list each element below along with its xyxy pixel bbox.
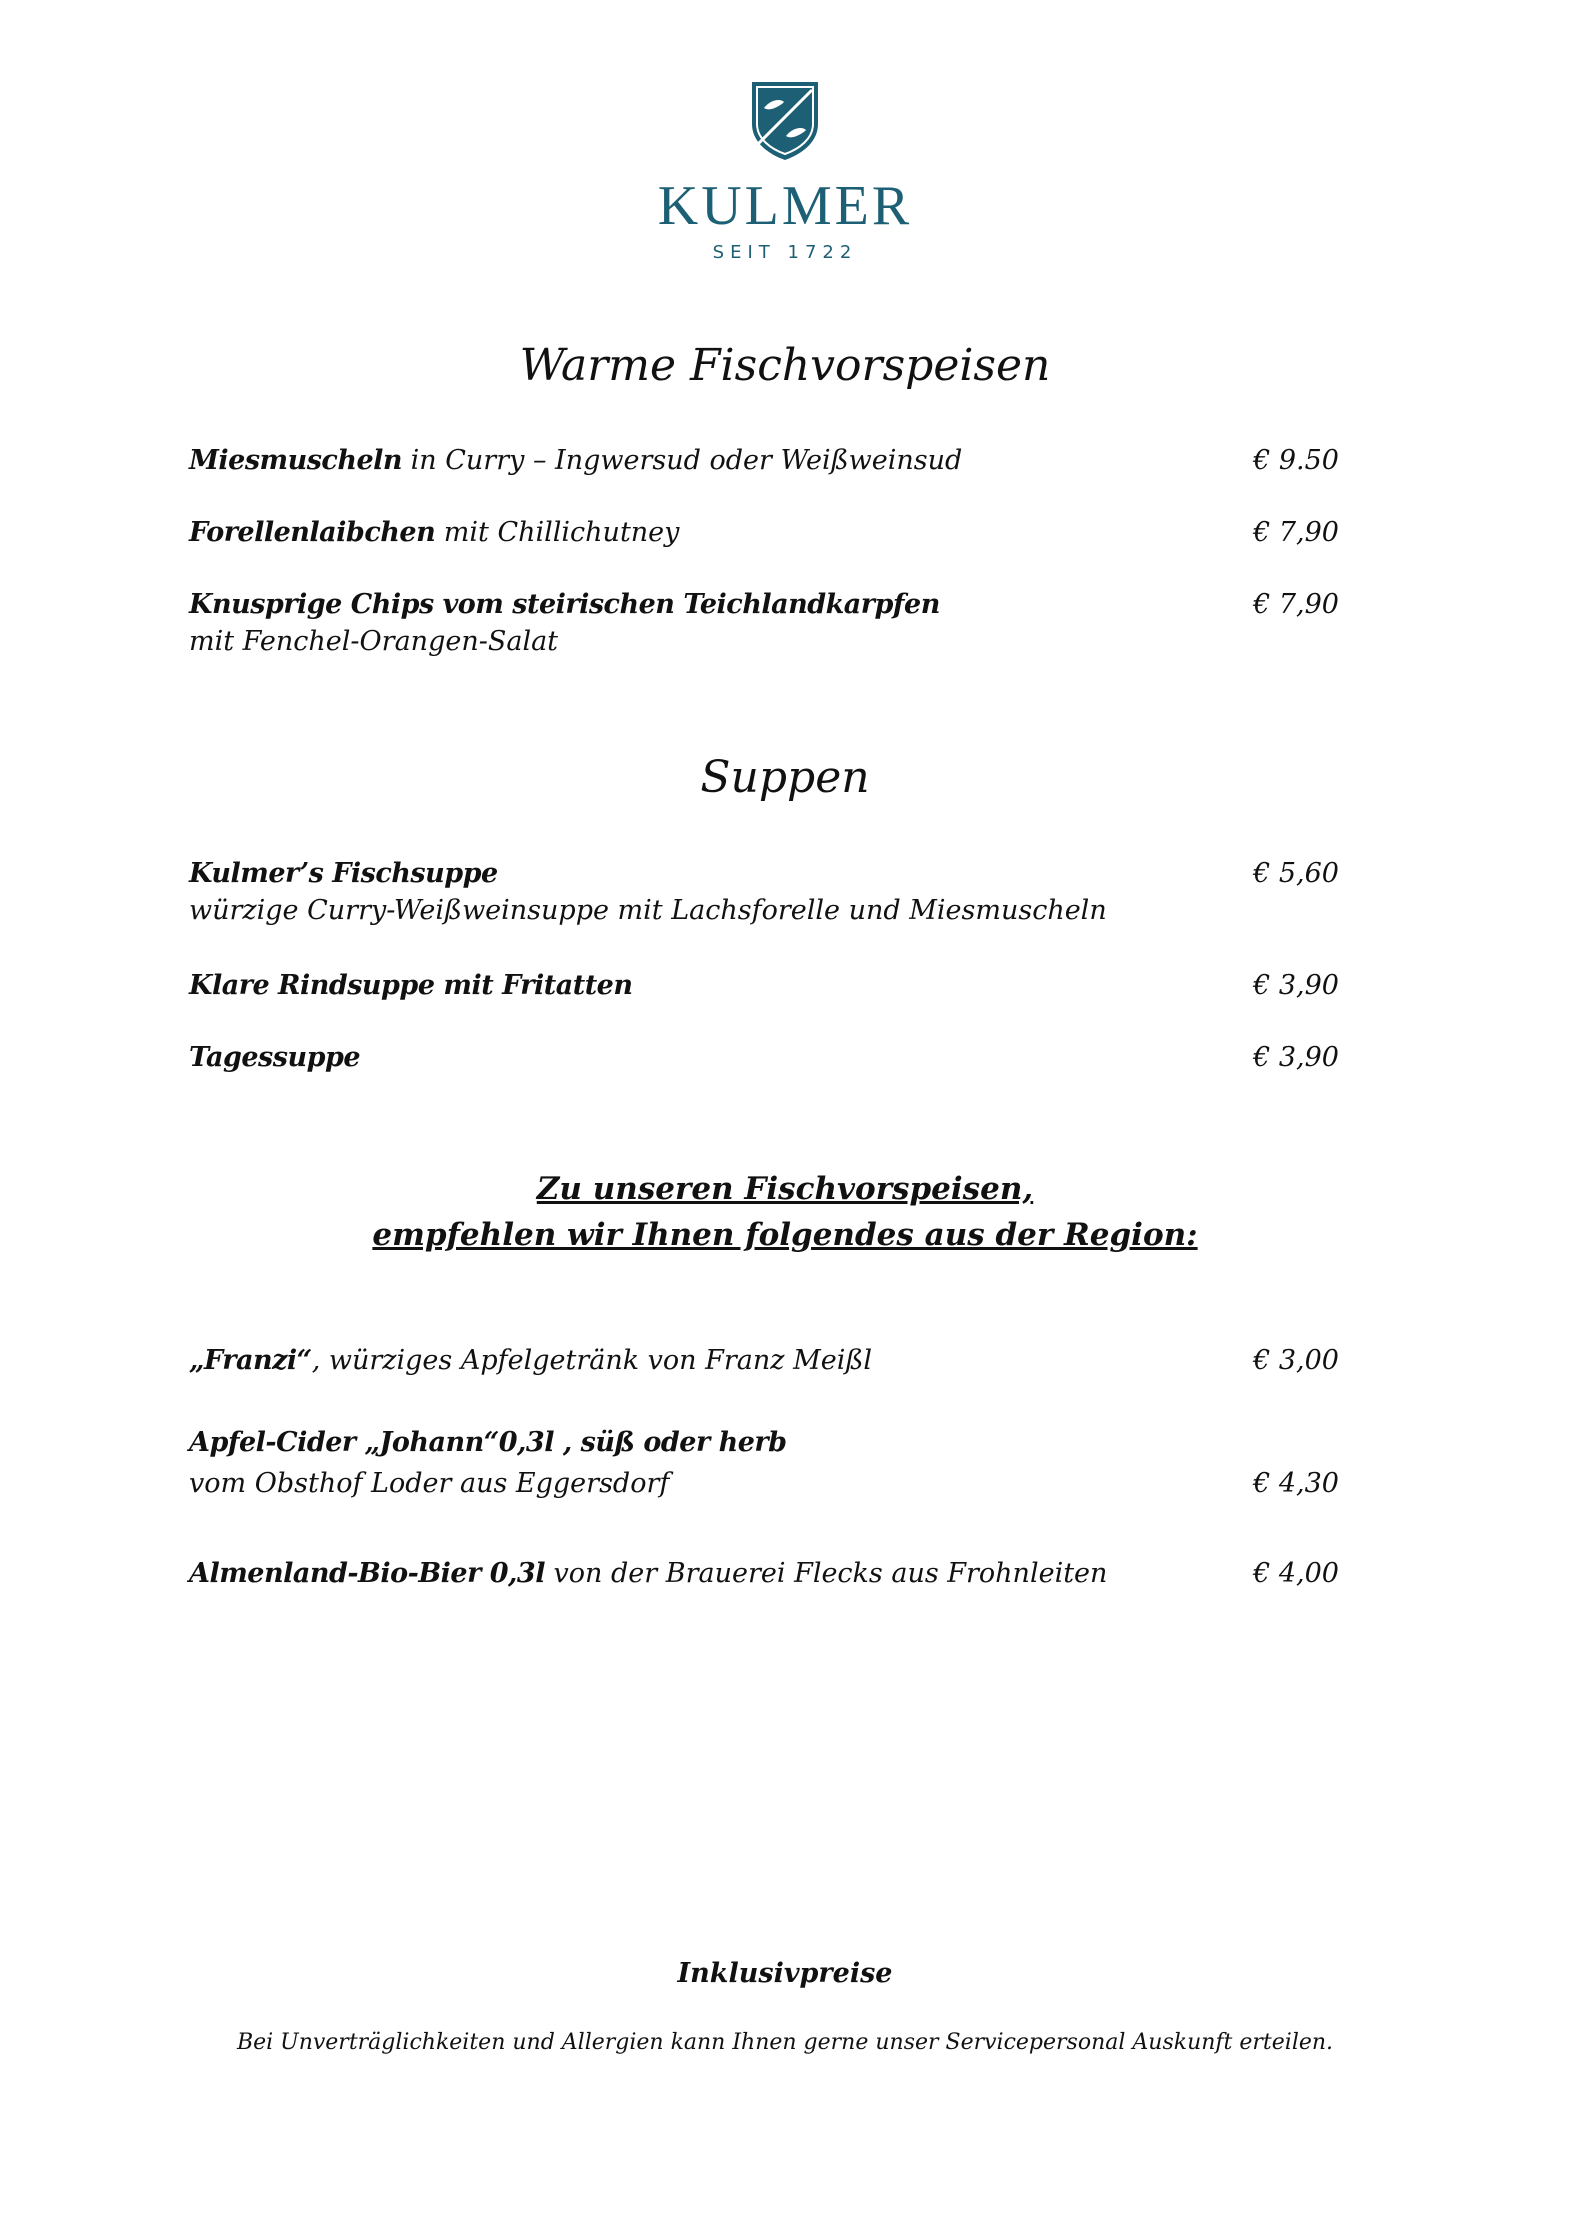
item-name: Almenland-Bio-Bier 0,3l xyxy=(189,1558,545,1589)
menu-item xyxy=(189,517,1339,548)
recommendation-heading xyxy=(0,1166,1570,1258)
item-price: € 9.50 xyxy=(1253,445,1339,476)
item-description: würzige Curry-Weißweinsuppe mit Lachsforelle und Miesmuscheln xyxy=(189,895,1107,926)
item-price: € 3,90 xyxy=(1253,1042,1339,1073)
item-price: € 4,00 xyxy=(1253,1558,1339,1589)
item-desc: in Curry – Ingwersud oder Weißweinsud xyxy=(402,445,963,476)
brand-logo xyxy=(0,78,1570,263)
item-name: Tagessuppe xyxy=(189,1042,361,1073)
item-name: „Franzi“ xyxy=(189,1345,312,1376)
item-description: mit Fenchel-Orangen-Salat xyxy=(189,626,559,657)
item-price: € 5,60 xyxy=(1253,858,1339,889)
item-price: € 3,00 xyxy=(1253,1345,1339,1376)
item-description: vom Obsthof Loder aus Eggersdorf xyxy=(189,1468,670,1499)
item-price: € 7,90 xyxy=(1253,517,1339,548)
item-price: € 4,30 xyxy=(1253,1468,1339,1499)
menu-item xyxy=(189,858,1339,926)
item-price: € 7,90 xyxy=(1253,589,1339,620)
recommendation-line-1: Zu unseren Fischvorspeisen, xyxy=(536,1171,1034,1207)
item-name: Kulmer’s Fischsuppe xyxy=(189,858,498,889)
item-name: Klare Rindsuppe mit Fritatten xyxy=(189,970,633,1001)
footer-title: Inklusivpreise xyxy=(677,1958,893,1989)
item-name: Forellenlaibchen xyxy=(189,517,436,548)
footer-note: Bei Unverträglichkeiten und Allergien kann Ihnen gerne unser Servicepersonal Auskunft erteilen. xyxy=(236,2030,1334,2055)
menu-item xyxy=(189,1427,1339,1499)
menu-item xyxy=(189,970,1339,1001)
shield-fish-icon xyxy=(748,78,822,162)
item-desc: , würziges Apfelgetränk von Franz Meißl xyxy=(311,1345,873,1376)
brand-name: KULMER xyxy=(657,175,913,237)
item-price: € 3,90 xyxy=(1253,970,1339,1001)
section-title-warm-fish: Warme Fischvorspeisen xyxy=(519,340,1051,391)
menu-item xyxy=(189,589,1339,657)
item-name: Knusprige Chips vom steirischen Teichlandkarpfen xyxy=(189,589,940,620)
item-desc: von der Brauerei Flecks aus Frohnleiten xyxy=(544,1558,1108,1589)
brand-since: SEIT 1722 xyxy=(712,242,858,263)
section-title-soups: Suppen xyxy=(700,752,870,803)
menu-item xyxy=(189,445,1339,476)
recommendation-line-2: empfehlen wir Ihnen folgendes aus der Region: xyxy=(372,1217,1198,1253)
item-name: Miesmuscheln xyxy=(189,445,403,476)
item-desc: mit Chillichutney xyxy=(435,517,680,548)
item-name: Apfel-Cider „Johann“0,3l , süß oder herb xyxy=(189,1427,787,1458)
menu-item xyxy=(189,1345,1339,1376)
menu-item xyxy=(189,1558,1339,1589)
menu-item xyxy=(189,1042,1339,1073)
